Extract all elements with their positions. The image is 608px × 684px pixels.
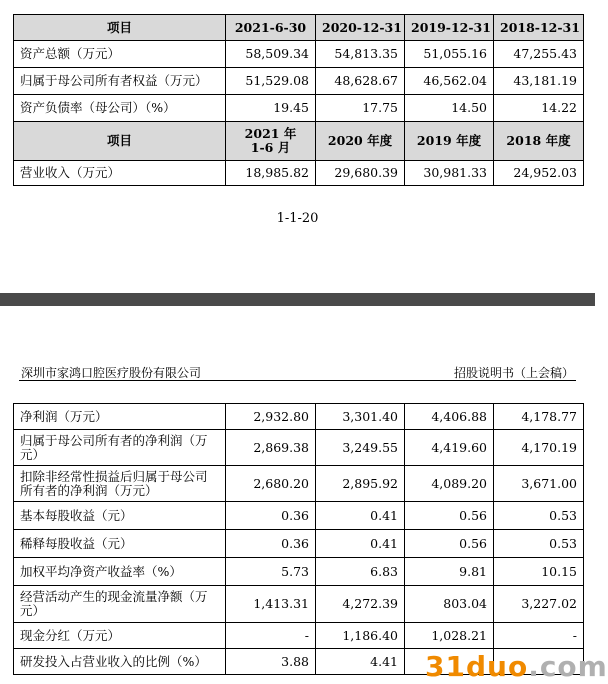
value-cell: 4,419.60 <box>405 430 494 466</box>
value-cell: 3.88 <box>226 649 316 675</box>
value-cell: 14.50 <box>405 95 494 122</box>
value-cell: 18,985.82 <box>226 161 316 186</box>
table-row <box>14 586 584 623</box>
value-cell: 4,178.77 <box>494 404 584 430</box>
value-cell: 51,529.08 <box>226 68 316 95</box>
value-cell: 4,272.39 <box>316 586 405 623</box>
row-label: 归属于母公司所有者的净利润（万元） <box>14 430 226 466</box>
header-cell-date: 2019-12-31 <box>405 15 494 41</box>
value-cell: 1,186.40 <box>316 623 405 649</box>
value-cell: 0.53 <box>494 530 584 558</box>
value-cell: 0.36 <box>226 530 316 558</box>
page-number: 1-1-20 <box>276 211 319 226</box>
value-cell: 51,055.16 <box>405 41 494 68</box>
table-row <box>14 41 584 68</box>
value-cell: 3,301.40 <box>316 404 405 430</box>
row-label: 稀释每股收益（元） <box>14 530 226 558</box>
header-cell-period <box>226 122 316 161</box>
watermark-part: .com <box>528 650 608 683</box>
value-cell: 3,671.00 <box>494 466 584 502</box>
value-cell: 0.41 <box>316 530 405 558</box>
row-label: 资产负债率（母公司）（%） <box>14 95 226 122</box>
value-cell: 0.56 <box>405 530 494 558</box>
table-row <box>14 430 584 466</box>
header-cell-date: 2021-6-30 <box>226 15 316 41</box>
value-cell: 58,509.34 <box>226 41 316 68</box>
watermark-part: 31duo <box>425 650 529 683</box>
value-cell: 1,413.31 <box>226 586 316 623</box>
value-cell: 1,028.21 <box>405 623 494 649</box>
table-row <box>14 623 584 649</box>
table-row <box>14 95 584 122</box>
value-cell: 54,813.35 <box>316 41 405 68</box>
value-cell: 4.41 <box>316 649 405 675</box>
value-cell: 17.75 <box>316 95 405 122</box>
table-row <box>14 466 584 502</box>
watermark-logo <box>425 650 608 683</box>
row-label: 经营活动产生的现金流量净额（万元） <box>14 586 226 623</box>
value-cell: 29,680.39 <box>316 161 405 186</box>
header-cell-date: 2018-12-31 <box>494 15 584 41</box>
row-label: 净利润（万元） <box>14 404 226 430</box>
row-label: 加权平均净资产收益率（%） <box>14 558 226 586</box>
row-label: 营业收入（万元） <box>14 161 226 186</box>
row-label: 基本每股收益（元） <box>14 502 226 530</box>
table-row <box>14 161 584 186</box>
row-label: 归属于母公司所有者权益（万元） <box>14 68 226 95</box>
table-row <box>14 530 584 558</box>
value-cell: 4,089.20 <box>405 466 494 502</box>
financial-summary-table-bottom <box>13 403 584 675</box>
value-cell: - <box>494 623 584 649</box>
value-cell: 0.53 <box>494 502 584 530</box>
value-cell: 4,406.88 <box>405 404 494 430</box>
value-cell: 2,932.80 <box>226 404 316 430</box>
value-cell: 19.45 <box>226 95 316 122</box>
value-cell: 9.81 <box>405 558 494 586</box>
value-cell: 46,562.04 <box>405 68 494 95</box>
row-label: 资产总额（万元） <box>14 41 226 68</box>
value-cell: 2,869.38 <box>226 430 316 466</box>
value-cell: 5.73 <box>226 558 316 586</box>
row-label: 研发投入占营业收入的比例（%） <box>14 649 226 675</box>
period-line: 1-6 月 <box>250 140 291 155</box>
value-cell: 0.36 <box>226 502 316 530</box>
header-cell-period: 2018 年度 <box>494 122 584 161</box>
value-cell: 43,181.19 <box>494 68 584 95</box>
header-cell-date: 2020-12-31 <box>316 15 405 41</box>
value-cell: 803.04 <box>405 586 494 623</box>
header-cell-item: 项目 <box>14 15 226 41</box>
value-cell: 2,680.20 <box>226 466 316 502</box>
row-label: 现金分红（万元） <box>14 623 226 649</box>
value-cell: 0.56 <box>405 502 494 530</box>
company-name: 深圳市家鸿口腔医疗股份有限公司 <box>21 366 202 380</box>
table-row <box>14 68 584 95</box>
document-title: 招股说明书（上会稿） <box>453 366 574 380</box>
value-cell: 2,895.92 <box>316 466 405 502</box>
value-cell: 0.41 <box>316 502 405 530</box>
header-cell-period: 2020 年度 <box>316 122 405 161</box>
value-cell: - <box>226 623 316 649</box>
value-cell: 30,981.33 <box>405 161 494 186</box>
financial-summary-table-top <box>13 14 584 186</box>
value-cell: 3,227.02 <box>494 586 584 623</box>
header-row <box>14 122 584 161</box>
header-row <box>14 15 584 41</box>
running-header <box>19 363 576 381</box>
table-row <box>14 404 584 430</box>
period-line: 2021 年 <box>244 126 297 141</box>
page-break-bar <box>0 293 595 306</box>
value-cell: 47,255.43 <box>494 41 584 68</box>
value-cell: 24,952.03 <box>494 161 584 186</box>
value-cell: 4,170.19 <box>494 430 584 466</box>
value-cell: 48,628.67 <box>316 68 405 95</box>
value-cell: 14.22 <box>494 95 584 122</box>
value-cell: 10.15 <box>494 558 584 586</box>
table-row <box>14 558 584 586</box>
header-cell-period: 2019 年度 <box>405 122 494 161</box>
header-cell-item: 项目 <box>14 122 226 161</box>
value-cell: 6.83 <box>316 558 405 586</box>
row-label: 扣除非经常性损益后归属于母公司所有者的净利润（万元） <box>14 466 226 502</box>
table-row <box>14 502 584 530</box>
value-cell: 3,249.55 <box>316 430 405 466</box>
